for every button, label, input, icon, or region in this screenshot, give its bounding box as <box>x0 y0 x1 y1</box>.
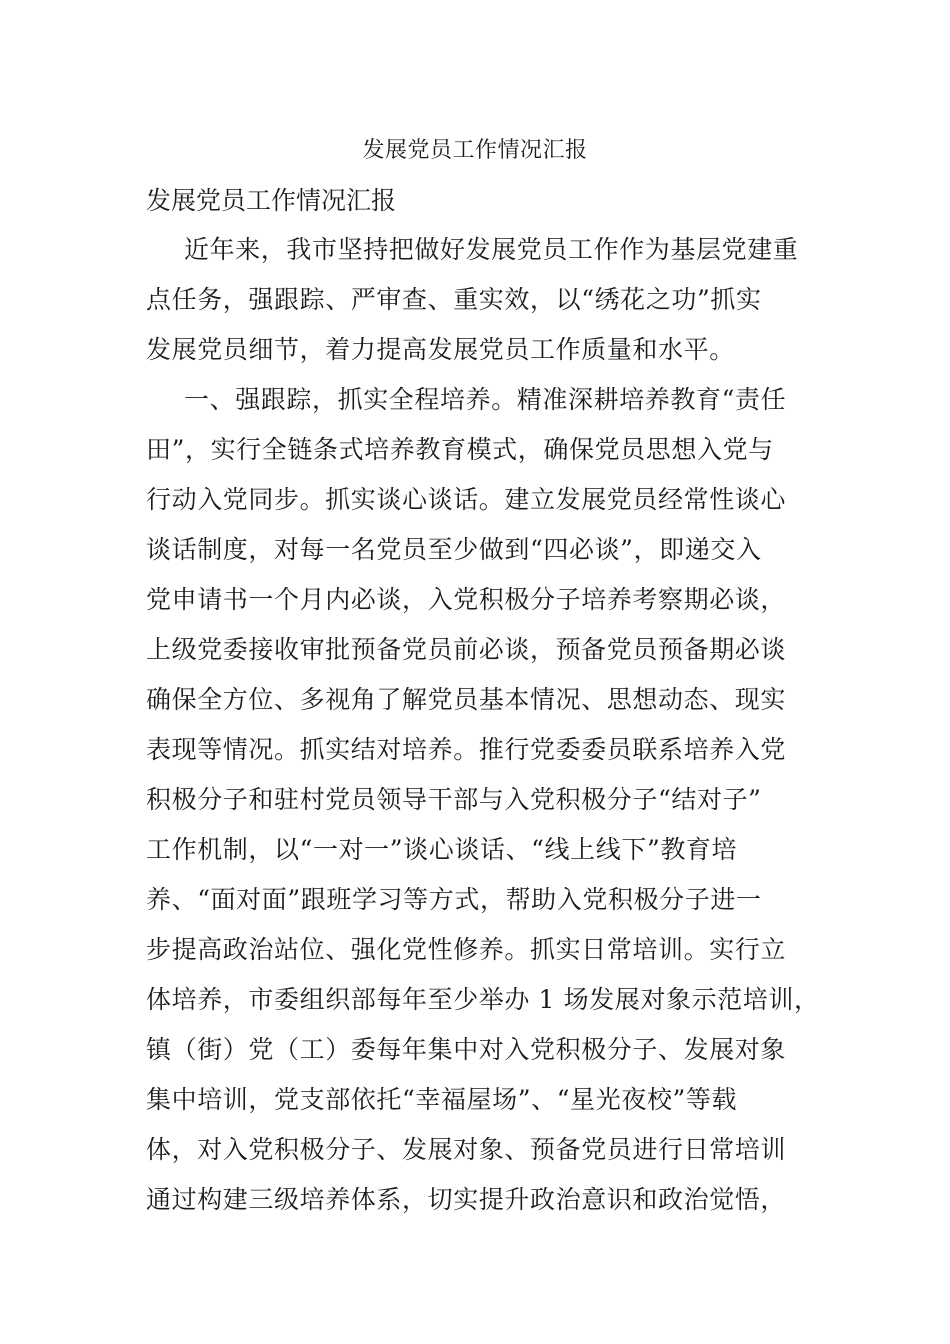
paragraph-line: 党申请书一个月内必谈，入党积极分子培养考察期必谈， <box>146 585 787 614</box>
paragraph-line: 谈话制度，对每一名党员至少做到“四必谈”，即递交入 <box>146 535 762 564</box>
document-subtitle: 发展党员工作情况汇报 <box>146 186 397 215</box>
paragraph-line: 步提高政治站位、强化党性修养。抓实日常培训。实行立 <box>146 935 787 964</box>
document-title: 发展党员工作情况汇报 <box>362 138 588 163</box>
paragraph-line: 上级党委接收审批预备党员前必谈，预备党员预备期必谈 <box>146 635 787 664</box>
paragraph-line: 集中培训，党支部依托“幸福屋场”、“星光夜校”等载 <box>146 1085 738 1114</box>
paragraph-line: 体培养，市委组织部每年至少举办 1 场发展对象示范培训， <box>146 985 820 1014</box>
paragraph-line: 确保全方位、多视角了解党员基本情况、思想动态、现实 <box>146 685 787 714</box>
paragraph-line: 发展党员细节，着力提高发展党员工作质量和水平。 <box>146 335 735 364</box>
paragraph-line: 表现等情况。抓实结对培养。推行党委委员联系培养入党 <box>146 735 787 764</box>
paragraph-line: 工作机制，以“一对一”谈心谈话、“线上线下”教育培 <box>146 835 738 864</box>
paragraph-line: 一、强跟踪，抓实全程培养。精准深耕培养教育“责任 <box>184 385 787 414</box>
paragraph-line: 行动入党同步。抓实谈心谈话。建立发展党员经常性谈心 <box>146 485 787 514</box>
paragraph-line: 积极分子和驻村党员领导干部与入党积极分子“结对子” <box>146 785 762 814</box>
paragraph-line: 体，对入党积极分子、发展对象、预备党员进行日常培训 <box>146 1135 787 1164</box>
paragraph-line: 通过构建三级培养体系，切实提升政治意识和政治觉悟， <box>146 1185 787 1214</box>
paragraph-line: 养、“面对面”跟班学习等方式，帮助入党积极分子进一 <box>146 885 762 914</box>
paragraph-line: 点任务，强跟踪、严审查、重实效，以“绣花之功”抓实 <box>146 285 762 314</box>
paragraph-line: 田”，实行全链条式培养教育模式，确保党员思想入党与 <box>146 435 774 464</box>
paragraph-line: 镇（街）党（工）委每年集中对入党积极分子、发展对象 <box>146 1035 787 1064</box>
paragraph-line: 近年来，我市坚持把做好发展党员工作作为基层党建重 <box>184 235 799 264</box>
